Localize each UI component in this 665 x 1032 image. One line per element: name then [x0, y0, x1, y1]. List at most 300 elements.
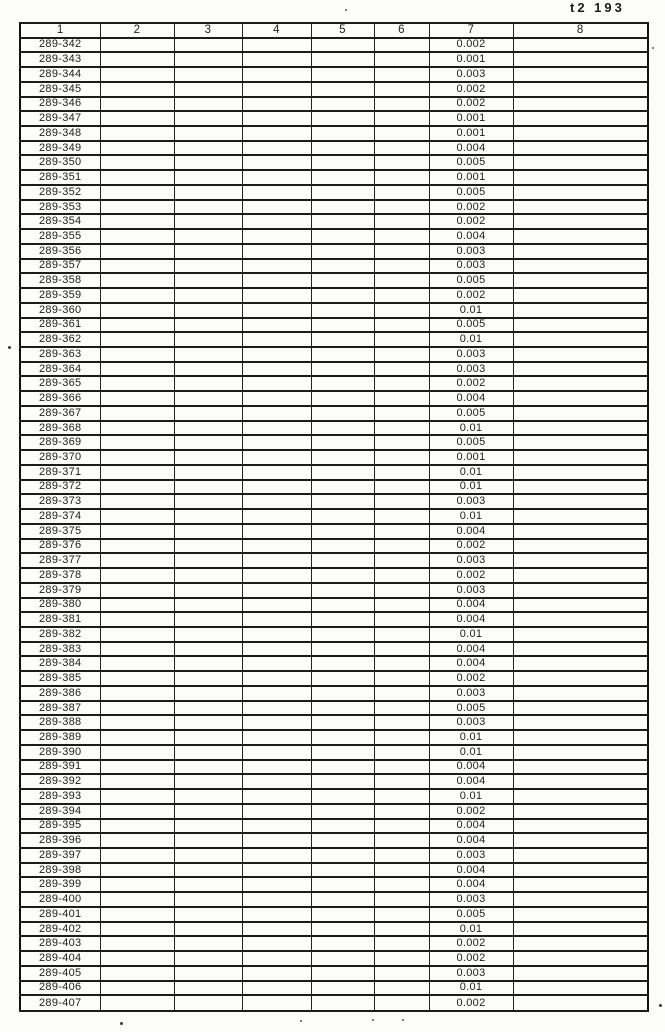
empty-cell-5	[311, 524, 374, 539]
row-id-cell: 289-355	[20, 229, 100, 244]
empty-cell-5	[311, 598, 374, 613]
empty-cell-6	[374, 244, 429, 259]
empty-cell-3	[174, 450, 242, 465]
table-row	[20, 229, 648, 244]
table-row	[20, 995, 648, 1011]
empty-cell-5	[311, 200, 374, 215]
empty-cell-3	[174, 244, 242, 259]
row-id-cell: 289-350	[20, 155, 100, 170]
table-row	[20, 936, 648, 951]
empty-cell-4	[242, 922, 311, 937]
empty-cell-2	[100, 863, 174, 878]
row-id-cell: 289-363	[20, 347, 100, 362]
empty-cell-6	[374, 745, 429, 760]
value-cell: 0.004	[429, 524, 513, 539]
empty-cell-6	[374, 936, 429, 951]
empty-cell-6	[374, 804, 429, 819]
row-id-cell: 289-358	[20, 273, 100, 288]
empty-cell-4	[242, 480, 311, 495]
empty-cell-8	[513, 494, 648, 509]
empty-cell-6	[374, 185, 429, 200]
empty-cell-4	[242, 789, 311, 804]
empty-cell-2	[100, 539, 174, 554]
table-row	[20, 347, 648, 362]
empty-cell-2	[100, 774, 174, 789]
empty-cell-6	[374, 82, 429, 97]
row-id-cell: 289-346	[20, 97, 100, 112]
empty-cell-5	[311, 745, 374, 760]
value-cell: 0.002	[429, 539, 513, 554]
empty-cell-8	[513, 701, 648, 716]
row-id-cell: 289-395	[20, 819, 100, 834]
empty-cell-4	[242, 833, 311, 848]
table-row	[20, 82, 648, 97]
empty-cell-3	[174, 185, 242, 200]
value-cell: 0.002	[429, 82, 513, 97]
empty-cell-8	[513, 848, 648, 863]
empty-cell-8	[513, 568, 648, 583]
empty-cell-2	[100, 244, 174, 259]
value-cell: 0.005	[429, 273, 513, 288]
empty-cell-2	[100, 480, 174, 495]
empty-cell-6	[374, 877, 429, 892]
table-row	[20, 715, 648, 730]
empty-cell-5	[311, 450, 374, 465]
empty-cell-3	[174, 774, 242, 789]
empty-cell-6	[374, 892, 429, 907]
empty-cell-5	[311, 303, 374, 318]
value-cell: 0.004	[429, 612, 513, 627]
row-id-cell: 289-379	[20, 583, 100, 598]
empty-cell-2	[100, 583, 174, 598]
empty-cell-2	[100, 966, 174, 981]
row-id-cell: 289-354	[20, 214, 100, 229]
empty-cell-2	[100, 200, 174, 215]
table-row	[20, 126, 648, 141]
value-cell: 0.001	[429, 170, 513, 185]
empty-cell-4	[242, 819, 311, 834]
empty-cell-8	[513, 421, 648, 436]
table-row	[20, 656, 648, 671]
empty-cell-8	[513, 67, 648, 82]
empty-cell-4	[242, 126, 311, 141]
value-cell: 0.004	[429, 833, 513, 848]
row-id-cell: 289-364	[20, 362, 100, 377]
empty-cell-2	[100, 421, 174, 436]
empty-cell-5	[311, 686, 374, 701]
column-header-5: 5	[311, 23, 374, 38]
empty-cell-6	[374, 524, 429, 539]
empty-cell-8	[513, 612, 648, 627]
empty-cell-3	[174, 922, 242, 937]
empty-cell-3	[174, 421, 242, 436]
empty-cell-5	[311, 539, 374, 554]
empty-cell-3	[174, 760, 242, 775]
empty-cell-6	[374, 494, 429, 509]
empty-cell-2	[100, 686, 174, 701]
empty-cell-3	[174, 347, 242, 362]
value-cell: 0.01	[429, 730, 513, 745]
empty-cell-8	[513, 273, 648, 288]
empty-cell-6	[374, 760, 429, 775]
empty-cell-8	[513, 877, 648, 892]
value-cell: 0.001	[429, 450, 513, 465]
row-id-cell: 289-389	[20, 730, 100, 745]
row-id-cell: 289-406	[20, 981, 100, 996]
value-cell: 0.002	[429, 214, 513, 229]
empty-cell-4	[242, 185, 311, 200]
empty-cell-2	[100, 318, 174, 333]
value-cell: 0.002	[429, 951, 513, 966]
value-cell: 0.002	[429, 568, 513, 583]
empty-cell-6	[374, 391, 429, 406]
empty-cell-5	[311, 155, 374, 170]
empty-cell-5	[311, 244, 374, 259]
empty-cell-3	[174, 126, 242, 141]
row-id-cell: 289-386	[20, 686, 100, 701]
empty-cell-5	[311, 214, 374, 229]
row-id-cell: 289-344	[20, 67, 100, 82]
empty-cell-2	[100, 598, 174, 613]
empty-cell-8	[513, 465, 648, 480]
empty-cell-5	[311, 568, 374, 583]
table-row	[20, 52, 648, 67]
empty-cell-8	[513, 524, 648, 539]
empty-cell-8	[513, 833, 648, 848]
table-row	[20, 185, 648, 200]
table-row	[20, 332, 648, 347]
empty-cell-3	[174, 318, 242, 333]
row-id-cell: 289-393	[20, 789, 100, 804]
table-row	[20, 67, 648, 82]
column-header-3: 3	[174, 23, 242, 38]
empty-cell-6	[374, 583, 429, 598]
empty-cell-5	[311, 259, 374, 274]
empty-cell-3	[174, 995, 242, 1011]
value-cell: 0.003	[429, 67, 513, 82]
empty-cell-8	[513, 406, 648, 421]
empty-cell-4	[242, 52, 311, 67]
empty-cell-8	[513, 907, 648, 922]
empty-cell-3	[174, 804, 242, 819]
row-id-cell: 289-374	[20, 509, 100, 524]
empty-cell-3	[174, 67, 242, 82]
row-id-cell: 289-347	[20, 111, 100, 126]
empty-cell-8	[513, 774, 648, 789]
value-cell: 0.004	[429, 642, 513, 657]
empty-cell-6	[374, 288, 429, 303]
empty-cell-4	[242, 892, 311, 907]
empty-cell-8	[513, 936, 648, 951]
empty-cell-5	[311, 435, 374, 450]
table-row	[20, 789, 648, 804]
empty-cell-6	[374, 671, 429, 686]
empty-cell-8	[513, 627, 648, 642]
empty-cell-2	[100, 494, 174, 509]
table-row	[20, 848, 648, 863]
scan-speck	[345, 9, 347, 11]
empty-cell-2	[100, 67, 174, 82]
empty-cell-8	[513, 892, 648, 907]
empty-cell-3	[174, 907, 242, 922]
empty-cell-4	[242, 421, 311, 436]
row-id-cell: 289-385	[20, 671, 100, 686]
empty-cell-4	[242, 715, 311, 730]
empty-cell-3	[174, 671, 242, 686]
empty-cell-6	[374, 97, 429, 112]
empty-cell-6	[374, 111, 429, 126]
empty-cell-4	[242, 214, 311, 229]
empty-cell-6	[374, 509, 429, 524]
empty-cell-5	[311, 362, 374, 377]
empty-cell-2	[100, 391, 174, 406]
empty-cell-4	[242, 745, 311, 760]
empty-cell-5	[311, 332, 374, 347]
value-cell: 0.003	[429, 966, 513, 981]
empty-cell-6	[374, 774, 429, 789]
table-row	[20, 318, 648, 333]
empty-cell-5	[311, 583, 374, 598]
empty-cell-2	[100, 981, 174, 996]
empty-cell-8	[513, 170, 648, 185]
empty-cell-4	[242, 642, 311, 657]
row-id-cell: 289-372	[20, 480, 100, 495]
table-row	[20, 303, 648, 318]
empty-cell-8	[513, 391, 648, 406]
empty-cell-6	[374, 789, 429, 804]
empty-cell-8	[513, 111, 648, 126]
empty-cell-5	[311, 804, 374, 819]
column-header-7: 7	[429, 23, 513, 38]
value-cell: 0.002	[429, 995, 513, 1011]
empty-cell-8	[513, 450, 648, 465]
empty-cell-5	[311, 229, 374, 244]
empty-cell-2	[100, 656, 174, 671]
value-cell: 0.01	[429, 421, 513, 436]
empty-cell-4	[242, 273, 311, 288]
empty-cell-8	[513, 38, 648, 53]
empty-cell-4	[242, 774, 311, 789]
empty-cell-4	[242, 509, 311, 524]
empty-cell-6	[374, 995, 429, 1011]
scan-speck	[120, 1022, 123, 1025]
empty-cell-3	[174, 480, 242, 495]
empty-cell-3	[174, 892, 242, 907]
empty-cell-4	[242, 97, 311, 112]
value-cell: 0.004	[429, 656, 513, 671]
empty-cell-6	[374, 465, 429, 480]
value-cell: 0.003	[429, 244, 513, 259]
table-body	[20, 38, 648, 1011]
empty-cell-5	[311, 421, 374, 436]
empty-cell-6	[374, 273, 429, 288]
row-id-cell: 289-399	[20, 877, 100, 892]
table-row	[20, 494, 648, 509]
empty-cell-5	[311, 288, 374, 303]
empty-cell-6	[374, 730, 429, 745]
table-row	[20, 922, 648, 937]
table-row	[20, 583, 648, 598]
empty-cell-3	[174, 288, 242, 303]
value-cell: 0.005	[429, 185, 513, 200]
empty-cell-8	[513, 214, 648, 229]
table-row	[20, 38, 648, 53]
empty-cell-4	[242, 568, 311, 583]
empty-cell-3	[174, 111, 242, 126]
empty-cell-5	[311, 318, 374, 333]
table-row	[20, 730, 648, 745]
row-id-cell: 289-369	[20, 435, 100, 450]
empty-cell-2	[100, 524, 174, 539]
row-id-cell: 289-371	[20, 465, 100, 480]
empty-cell-3	[174, 966, 242, 981]
row-id-cell: 289-365	[20, 376, 100, 391]
empty-cell-5	[311, 656, 374, 671]
value-cell: 0.001	[429, 111, 513, 126]
row-id-cell: 289-404	[20, 951, 100, 966]
value-cell: 0.01	[429, 332, 513, 347]
empty-cell-2	[100, 671, 174, 686]
empty-cell-4	[242, 332, 311, 347]
column-header-4: 4	[242, 23, 311, 38]
empty-cell-3	[174, 627, 242, 642]
empty-cell-3	[174, 715, 242, 730]
empty-cell-8	[513, 553, 648, 568]
empty-cell-3	[174, 52, 242, 67]
empty-cell-2	[100, 509, 174, 524]
row-id-cell: 289-398	[20, 863, 100, 878]
value-cell: 0.002	[429, 97, 513, 112]
value-cell: 0.004	[429, 760, 513, 775]
table-row	[20, 465, 648, 480]
empty-cell-4	[242, 259, 311, 274]
empty-cell-3	[174, 155, 242, 170]
table-row	[20, 981, 648, 996]
table-row	[20, 877, 648, 892]
value-cell: 0.005	[429, 318, 513, 333]
value-cell: 0.002	[429, 671, 513, 686]
empty-cell-6	[374, 450, 429, 465]
empty-cell-4	[242, 553, 311, 568]
value-cell: 0.002	[429, 804, 513, 819]
scan-speck	[372, 1019, 374, 1021]
empty-cell-3	[174, 362, 242, 377]
empty-cell-6	[374, 627, 429, 642]
row-id-cell: 289-368	[20, 421, 100, 436]
row-id-cell: 289-357	[20, 259, 100, 274]
table-row	[20, 701, 648, 716]
row-id-cell: 289-387	[20, 701, 100, 716]
empty-cell-3	[174, 730, 242, 745]
empty-cell-4	[242, 612, 311, 627]
empty-cell-3	[174, 259, 242, 274]
empty-cell-3	[174, 848, 242, 863]
empty-cell-6	[374, 435, 429, 450]
table-row	[20, 966, 648, 981]
empty-cell-3	[174, 568, 242, 583]
empty-cell-8	[513, 656, 648, 671]
table-row	[20, 642, 648, 657]
empty-cell-2	[100, 259, 174, 274]
value-cell: 0.001	[429, 52, 513, 67]
empty-cell-6	[374, 981, 429, 996]
empty-cell-2	[100, 155, 174, 170]
empty-cell-3	[174, 170, 242, 185]
empty-cell-4	[242, 598, 311, 613]
empty-cell-6	[374, 848, 429, 863]
table-row	[20, 406, 648, 421]
table-row	[20, 155, 648, 170]
table-row	[20, 612, 648, 627]
empty-cell-3	[174, 656, 242, 671]
row-id-cell: 289-402	[20, 922, 100, 937]
empty-cell-5	[311, 730, 374, 745]
empty-cell-5	[311, 141, 374, 156]
empty-cell-8	[513, 288, 648, 303]
empty-cell-2	[100, 995, 174, 1011]
row-id-cell: 289-362	[20, 332, 100, 347]
empty-cell-6	[374, 200, 429, 215]
empty-cell-6	[374, 863, 429, 878]
value-cell: 0.003	[429, 715, 513, 730]
row-id-cell: 289-391	[20, 760, 100, 775]
table-row	[20, 686, 648, 701]
empty-cell-3	[174, 789, 242, 804]
empty-cell-5	[311, 715, 374, 730]
table-row	[20, 627, 648, 642]
scan-speck	[8, 346, 11, 349]
empty-cell-2	[100, 848, 174, 863]
empty-cell-4	[242, 539, 311, 554]
empty-cell-6	[374, 214, 429, 229]
empty-cell-6	[374, 922, 429, 937]
empty-cell-8	[513, 52, 648, 67]
empty-cell-8	[513, 819, 648, 834]
empty-cell-5	[311, 38, 374, 53]
empty-cell-8	[513, 229, 648, 244]
value-cell: 0.003	[429, 583, 513, 598]
table-row	[20, 863, 648, 878]
empty-cell-2	[100, 951, 174, 966]
empty-cell-8	[513, 539, 648, 554]
empty-cell-2	[100, 347, 174, 362]
row-id-cell: 289-403	[20, 936, 100, 951]
empty-cell-6	[374, 553, 429, 568]
empty-cell-2	[100, 730, 174, 745]
empty-cell-3	[174, 38, 242, 53]
column-header-6: 6	[374, 23, 429, 38]
empty-cell-6	[374, 539, 429, 554]
empty-cell-2	[100, 82, 174, 97]
empty-cell-4	[242, 524, 311, 539]
row-id-cell: 289-352	[20, 185, 100, 200]
empty-cell-2	[100, 303, 174, 318]
empty-cell-6	[374, 656, 429, 671]
empty-cell-5	[311, 760, 374, 775]
empty-cell-8	[513, 185, 648, 200]
empty-cell-8	[513, 155, 648, 170]
empty-cell-8	[513, 200, 648, 215]
empty-cell-5	[311, 97, 374, 112]
value-cell: 0.004	[429, 391, 513, 406]
empty-cell-3	[174, 863, 242, 878]
table-row	[20, 141, 648, 156]
empty-cell-4	[242, 347, 311, 362]
empty-cell-5	[311, 170, 374, 185]
empty-cell-2	[100, 745, 174, 760]
empty-cell-3	[174, 642, 242, 657]
table-row	[20, 760, 648, 775]
